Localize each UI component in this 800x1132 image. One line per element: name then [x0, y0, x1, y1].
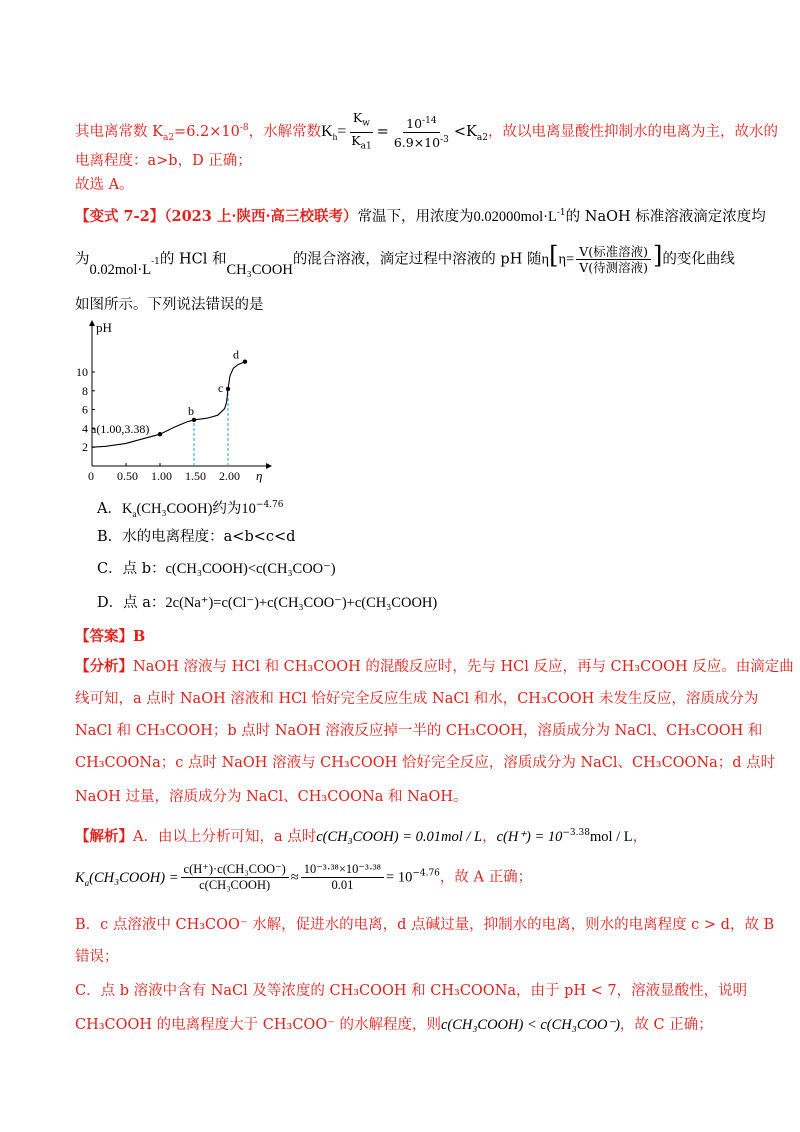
previous-solution-line-3: 故选 A。	[75, 177, 134, 193]
solution-line-3: B．c 点溶液中 CH₃COO⁻ 水解，促进水的电离，d 点碱过量，抑制水的电离，则水的电离程度 c > d，故 B	[75, 917, 775, 933]
x-tick-label-0: 0	[88, 469, 94, 483]
y-tick-label-0: 2	[82, 440, 88, 455]
x-axis-label: η	[256, 468, 263, 483]
option-b: B．水的电离程度：a<b<c<d	[97, 529, 296, 545]
answer-line: 【答案】B	[75, 628, 146, 645]
question-source: （2023 上·陕西·高三校联考）	[164, 207, 358, 225]
kh-value-fraction: $\frac{10^{-14}}{6.9\times 10^{-3}}$	[393, 116, 449, 150]
y-tick-label-1: 4	[82, 421, 88, 436]
point-label-d: d	[233, 347, 239, 362]
analysis-line-2: 线可知，a 点时 NaOH 溶液和 HCl 恰好完全反应生成 NaCl 和水，CH₃COOH 未发生反应，溶质成分为	[75, 691, 759, 707]
point-c	[226, 387, 230, 391]
kw-over-ka1-fraction: $\frac{K_w}{K_{a1}}$	[351, 110, 372, 151]
point-label-a: a(1.00,3.38)	[91, 422, 150, 437]
x-tick-label-2: 1.00	[151, 469, 172, 483]
previous-solution-line-2: 电离程度：a>b，D 正确；	[75, 153, 252, 169]
question-line-2: 为$0.02mol\cdot L^{-1}$的 HCl 和CH₃COOH的混合溶液，滴定过程中溶液的 pH 随η[η= $\frac{\text{V(标准溶液)}}{\text{V(待测溶液)}}$ ]的变化曲线	[75, 241, 735, 278]
question-line-1: 【变式 7-2】（2023 上·陕西·高三校联考）常温下，用浓度为$0.02000mol\cdot L^{-1}$的 NaOH 标准溶液滴定浓度均	[75, 207, 766, 225]
analysis-line-5: NaOH 过量，溶质成分为 NaCl、CH₃COONa 和 NaOH。	[75, 789, 468, 805]
option-c: C．点 b：c(CH₃COOH)<c(CH₃COO⁻)	[97, 561, 336, 577]
solution-line-4: 错误；	[75, 949, 119, 965]
y-tick-label-4: 10	[76, 365, 88, 379]
ka-value-fraction: $\frac{\text{10⁻³·³⁸×10⁻³·³⁸}}{0.01}$	[301, 862, 384, 893]
point-d	[243, 359, 247, 363]
point-label-b: b	[188, 403, 194, 418]
ka-formula-fraction: $\frac{\text{c(H⁺)·c(CH₃COO⁻)}}{\text{c(CH₃COOH)}}$	[181, 862, 289, 893]
option-a: A．$K_a(CH_3COOH)$约为$10^{-4.76}$	[97, 500, 284, 519]
point-b	[192, 418, 196, 422]
x-tick-label-3: 1.50	[185, 469, 206, 483]
eta-definition-fraction: $\frac{\text{V(标准溶液)}}{\text{V(待测溶液)}}$	[576, 244, 651, 275]
analysis-line-3: NaCl 和 CH₃COOH；b 点时 NaOH 溶液反应掉一半的 CH₃COOH，溶质成分为 NaCl、CH₃COOH 和	[75, 723, 763, 739]
analysis-line-4: CH₃COONa；c 点时 NaOH 溶液与 CH₃COOH 恰好完全反应，溶质成分为 NaCl、CH₃COONa；d 点时	[75, 755, 776, 771]
y-axis-label: pH	[96, 320, 112, 335]
option-d: D．点 a：2c(Na⁺)=c(Cl⁻)+c(CH₃COO⁻)+c(CH₃COOH)	[97, 595, 438, 611]
y-tick-label-3: 8	[82, 383, 88, 398]
point-a	[158, 432, 162, 436]
solution-line-1: 【解析】A．由以上分析可知，a 点时c(CH₃COOH) = 0.01mol / L，$c(H^+) = 10^{-3.38}mol / L$，	[75, 827, 648, 845]
solution-line-2: $K_a(CH_3COOH)$ = $\frac{\text{c(H⁺)·c(CH₃COO⁻)}}{\text{c(CH₃COOH)}}$ ≈ $\frac{\text{10⁻³·³⁸×10⁻³·³⁸}}{0.01}$ = $10^{-4.76}$，故 A 正确；	[75, 862, 533, 892]
y-tick-label-2: 6	[82, 402, 88, 417]
previous-solution-line-1: 其电离常数 $K_{a2}=6.2\times 10^{-8}$，水解常数$K_h=$ $\frac{K_w}{K_{a1}}$ = $\frac{10^{-14}}{6.9\times 10^{-3}}$ $<K_{a2}$，故以电离显酸性抑制水的电离为主，故水的	[75, 110, 740, 154]
question-tag: 【变式 7-2】	[75, 207, 165, 225]
x-axis-arrow	[266, 463, 272, 469]
question-line-3: 如图所示。下列说法错误的是	[75, 297, 264, 313]
titration-curve-chart	[70, 318, 280, 490]
y-axis-arrow	[89, 320, 95, 326]
solution-line-6: CH₃COOH 的电离程度大于 CH₃COO⁻ 的水解程度，则c(CH₃COOH) < c(CH₃COO⁻)，故 C 正确；	[75, 1017, 713, 1033]
x-tick-label-1: 0.50	[117, 469, 138, 483]
solution-line-5: C．点 b 溶液中含有 NaCl 及等浓度的 CH₃COOH 和 CH₃COONa，由于 pH < 7，溶液显酸性，说明	[75, 983, 748, 999]
point-label-c: c	[218, 380, 224, 395]
analysis-line-1: 【分析】NaOH 溶液与 HCl 和 CH₃COOH 的混酸反应时，先与 HCl 反应，再与 CH₃COOH 反应。由滴定曲	[75, 658, 794, 675]
x-tick-label-4: 2.00	[219, 469, 240, 483]
